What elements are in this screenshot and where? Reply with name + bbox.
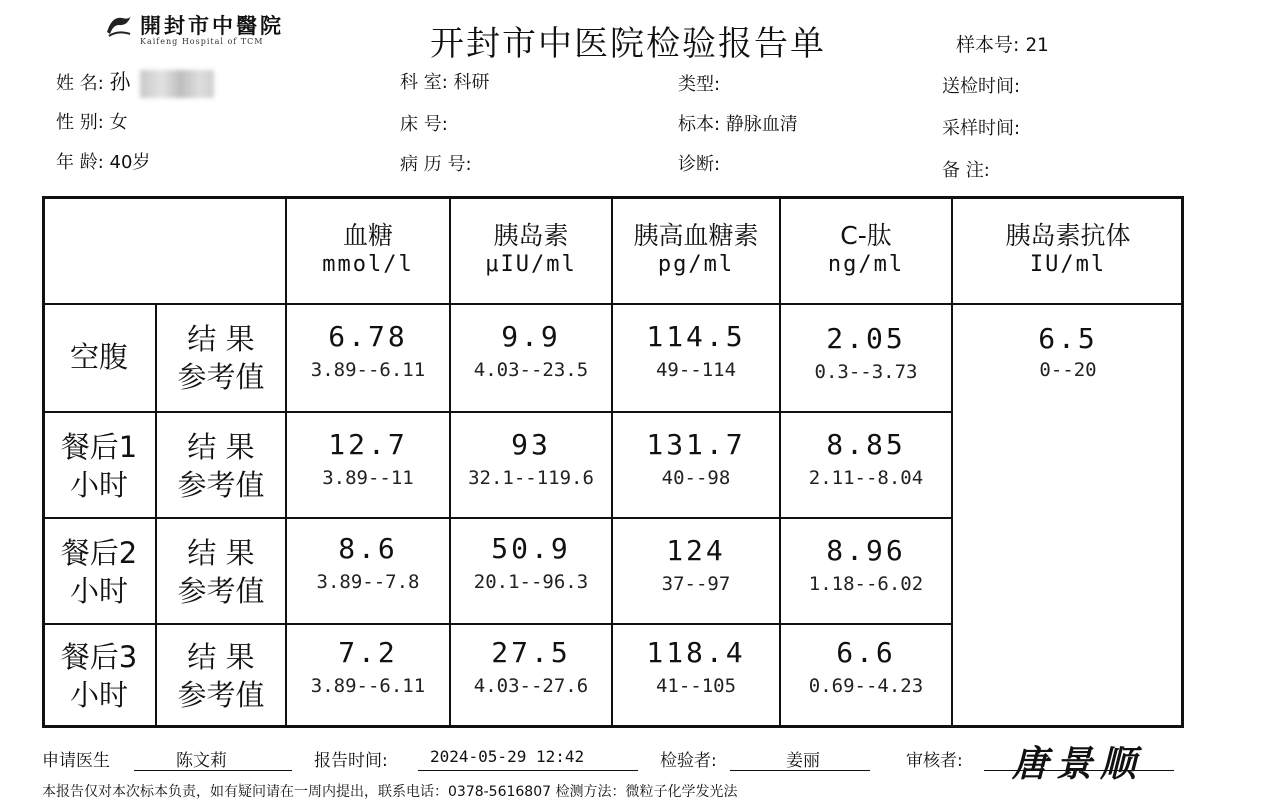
row-label-line2: 小时 [69, 678, 128, 712]
row-label-line1: 餐后3 [60, 640, 138, 674]
col-name: C-肽 [840, 221, 892, 250]
result-cell [450, 636, 612, 697]
department-label: 科 室: [400, 72, 448, 93]
result-cell [780, 534, 952, 595]
specimen [678, 110, 798, 136]
result-cell [450, 532, 612, 593]
result-cell [286, 428, 450, 489]
row-label-2h [42, 534, 156, 610]
inspector-underline [730, 770, 870, 771]
patient-age [56, 148, 150, 174]
sample-number [956, 30, 1048, 57]
col-name: 胰岛素抗体 [1005, 221, 1131, 250]
doctor-label: 申请医生 [42, 751, 110, 771]
patient-name [56, 66, 214, 98]
sample-type-label: 类型: [678, 74, 721, 95]
report-title: 开封市中医院检验报告单 [430, 24, 826, 64]
result-reference-label [156, 638, 286, 714]
result-cell [780, 322, 952, 383]
collect-time-label: 采样时间: [942, 118, 1021, 139]
logo-chinese-name: 開封市中醫院 [140, 13, 284, 38]
sample-number-value: 21 [1025, 34, 1049, 56]
reference-label: 参考值 [177, 468, 265, 502]
row-label-line1: 空腹 [69, 340, 128, 374]
row-label-line1: 餐后2 [60, 536, 138, 570]
result-label: 结 果 [187, 322, 255, 356]
result-value: 9.9 [501, 320, 561, 353]
result-cell [780, 428, 952, 489]
report-time-label: 报告时间: [314, 751, 388, 771]
reference-range: 20.1--96.3 [473, 571, 589, 593]
col-header-glucose [286, 216, 450, 277]
result-cell [450, 320, 612, 381]
diagnosis-label: 诊断: [678, 154, 721, 175]
reference-label: 参考值 [177, 574, 265, 608]
hospital-emblem-icon [104, 12, 134, 38]
result-cell [780, 636, 952, 697]
reference-label: 参考值 [177, 360, 265, 394]
reviewer-signature: 唐景顺 [1012, 743, 1145, 785]
reference-range: 32.1--119.6 [468, 467, 594, 489]
reference-range: 3.89--7.8 [316, 571, 420, 593]
result-cell [952, 322, 1184, 381]
patient-age-value: 40岁 [109, 152, 151, 173]
row-label-1h [42, 428, 156, 504]
result-label: 结 果 [187, 536, 255, 570]
result-reference-label [156, 428, 286, 504]
patient-gender-label: 性 别: [56, 112, 104, 133]
diagnosis [678, 150, 720, 176]
result-value: 8.85 [826, 428, 906, 461]
result-cell [450, 428, 612, 489]
col-unit: ng/ml [827, 252, 905, 277]
patient-gender [56, 108, 128, 134]
bed-number-label: 床 号: [400, 114, 448, 135]
row-label-line2: 小时 [69, 468, 128, 502]
department-value: 科研 [453, 72, 490, 93]
result-value: 8.96 [826, 534, 906, 567]
record-number-label: 病 历 号: [400, 154, 472, 175]
reference-range: 1.18--6.02 [808, 573, 924, 595]
record-number [400, 150, 472, 176]
result-value: 6.6 [836, 636, 896, 669]
reference-range: 37--97 [661, 573, 731, 595]
hospital-logo [104, 10, 314, 50]
row-label-line1: 餐后1 [60, 430, 138, 464]
sample-type [678, 70, 720, 96]
result-value: 12.7 [328, 428, 408, 461]
result-value: 6.78 [328, 320, 408, 353]
reference-range: 3.89--11 [322, 467, 414, 489]
result-value: 7.2 [338, 636, 398, 669]
result-cell [286, 636, 450, 697]
remarks-label: 备 注: [942, 160, 990, 181]
row-label-fasting [42, 338, 156, 376]
patient-age-label: 年 龄: [56, 152, 104, 173]
result-label: 结 果 [187, 430, 255, 464]
result-value: 118.4 [646, 636, 746, 669]
result-value: 114.5 [646, 320, 746, 353]
result-cell [612, 534, 780, 595]
col-header-glucagon [612, 216, 780, 277]
result-cell [286, 320, 450, 381]
reference-range: 0.69--4.23 [808, 675, 924, 697]
report-time-value: 2024-05-29 12:42 [430, 747, 585, 766]
result-value: 27.5 [491, 636, 571, 669]
patient-name-value: 孙 [109, 70, 131, 94]
result-value: 93 [511, 428, 551, 461]
collect-time [942, 114, 1020, 140]
inspector-value: 姜丽 [786, 751, 820, 771]
reference-range: 0--20 [1039, 359, 1097, 381]
specimen-label: 标本: [678, 114, 721, 135]
row-label-line2: 小时 [69, 574, 128, 608]
sample-number-label: 样本号: [956, 34, 1020, 56]
result-reference-label [156, 534, 286, 610]
reference-range: 4.03--27.6 [473, 675, 589, 697]
col-header-insulin [450, 216, 612, 277]
send-time [942, 72, 1020, 98]
reviewer-label: 审核者: [906, 751, 963, 771]
col-name: 血糖 [342, 221, 393, 250]
reference-label: 参考值 [177, 678, 265, 712]
col-name: 胰高血糖素 [633, 221, 759, 250]
reference-range: 49--114 [655, 359, 737, 381]
specimen-value: 静脉血清 [725, 114, 798, 135]
result-reference-label [156, 320, 286, 396]
patient-name-label: 姓 名: [56, 73, 104, 94]
remarks [942, 156, 990, 182]
row-label-3h [42, 638, 156, 714]
col-unit: μIU/ml [485, 252, 577, 277]
reference-range: 3.89--6.11 [310, 359, 426, 381]
reference-range: 2.11--8.04 [808, 467, 924, 489]
col-name: 胰岛素 [493, 221, 569, 250]
reference-range: 4.03--23.5 [473, 359, 589, 381]
reference-range: 40--98 [661, 467, 731, 489]
send-time-label: 送检时间: [942, 76, 1021, 97]
result-cell [612, 636, 780, 697]
reference-range: 3.89--6.11 [310, 675, 426, 697]
name-redaction-blur [140, 70, 214, 98]
doctor-value: 陈文莉 [176, 751, 227, 771]
reference-range: 41--105 [655, 675, 737, 697]
col-header-insulin-antibody [952, 216, 1184, 277]
result-value: 131.7 [646, 428, 746, 461]
result-cell [612, 428, 780, 489]
department [400, 68, 490, 94]
col-unit: mmol/l [322, 252, 414, 277]
reference-range: 0.3--3.73 [814, 361, 918, 383]
result-label: 结 果 [187, 640, 255, 674]
bed-number [400, 110, 448, 136]
result-cell [612, 320, 780, 381]
footer-disclaimer: 本报告仅对本次标本负责，如有疑问请在一周内提出，联系电话：0378-5616807 检测方法：微粒子化学发光法 [42, 784, 738, 800]
col-unit: pg/ml [657, 252, 735, 277]
result-value: 6.5 [1038, 322, 1098, 355]
doctor-underline [134, 770, 292, 771]
result-value: 8.6 [338, 532, 398, 565]
results-table [42, 196, 1184, 728]
report-time-underline [418, 770, 638, 771]
result-cell [286, 532, 450, 593]
result-value: 2.05 [826, 322, 906, 355]
col-unit: IU/ml [1029, 252, 1107, 277]
result-value: 50.9 [491, 532, 571, 565]
inspector-label: 检验者: [660, 751, 717, 771]
patient-gender-value: 女 [109, 112, 128, 133]
col-header-c-peptide [780, 216, 952, 277]
logo-english-name: Kaifeng Hospital of TCM [140, 37, 264, 46]
result-value: 124 [666, 534, 726, 567]
